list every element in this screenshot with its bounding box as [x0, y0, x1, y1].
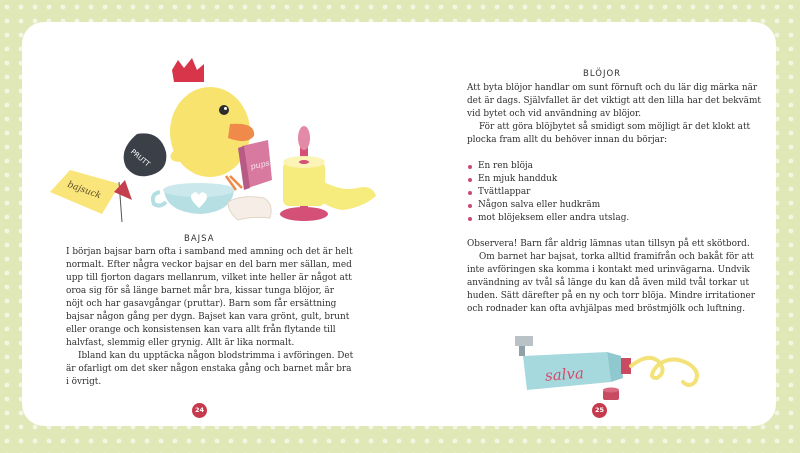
right-page — [399, 22, 776, 426]
sign-label: bajsuck — [65, 179, 103, 202]
chick — [153, 58, 272, 214]
list-item: En ren blöja — [467, 160, 763, 173]
diaper-icon — [228, 197, 271, 220]
bajsa-body — [66, 246, 354, 389]
bajsa-heading: BAJSA — [184, 234, 215, 244]
bajsa-paragraph-1: I början bajsar barn ofta i samband med amning och det är helt normalt. Efter några veckor bajsar en del barn mer sällan, med upp till fjorton dagars mellanrum, vilket inte heller är något att oroa sig för så länge barnet mår bra, kissar tunga blöjor, är nöjt och har gasavgångar (pruttar). Barn som får ersättning bajsar någon gång per dygn. Bajset kan vara grönt, gult, brunt eller orange och konsistensen kan vara allt från flytande till halvfast, slemmig eller grynig. Allt är lika normalt. — [66, 247, 353, 348]
blojor-warning: Observera! Barn får aldrig lämnas utan tillsyn på ett skötbord. — [467, 239, 750, 249]
speech-bubble — [124, 133, 167, 176]
toilet-roll-icon — [280, 126, 376, 221]
tube-label: salva — [544, 364, 585, 385]
list-item: En mjuk handduk — [467, 173, 763, 186]
list-item: Tvättlappar — [467, 186, 763, 199]
book-label: pups — [249, 158, 271, 172]
sign-note — [50, 170, 120, 214]
left-page — [22, 22, 399, 426]
chick-illustration — [42, 42, 382, 222]
blojor-prep: För att göra blöjbytet så smidigt som möjligt är det klokt att plocka fram allt du behöver innan du börjar: — [467, 122, 751, 145]
blojor-intro: Att byta blöjor handlar om sunt förnuft och du lär dig märka när det är dags. Självfallet är det viktigt att den lilla har det bekvämt vid bytet och vid användning av blöjor. — [467, 83, 761, 119]
book-icon — [238, 140, 272, 190]
blojor-body — [467, 82, 763, 316]
page-number-right: 25 — [592, 403, 607, 418]
ointment-tube-illustration — [511, 332, 711, 402]
blojor-heading: BLÖJOR — [583, 69, 622, 79]
page-number-left: 24 — [192, 403, 207, 418]
list-item-continuation: mot blöjeksem eller andra utslag. — [467, 212, 763, 225]
list-item: Någon salva eller hudkräm — [467, 199, 763, 212]
supply-list — [467, 160, 763, 225]
blojor-care: Om barnet har bajsat, torka alltid framifrån och bakåt för att inte avföringen ska komma i kontakt med urinvägarna. Undvik användning av tvål så länge du kan då även mild tvål torkar ut huden. Sätt därefter på en ny och torr blöja. Mindre irritationer och rodnader kan ofta avhjälpas med bröstmjölk och luftning. — [467, 252, 756, 314]
speech-bubble-text: PRUTT — [128, 147, 152, 169]
bajsa-paragraph-2: Ibland kan du upptäcka någon blodstrimma i avföringen. Det är ofarligt om det sker någon enstaka gång och barnet mår bra i övrigt. — [66, 351, 354, 387]
